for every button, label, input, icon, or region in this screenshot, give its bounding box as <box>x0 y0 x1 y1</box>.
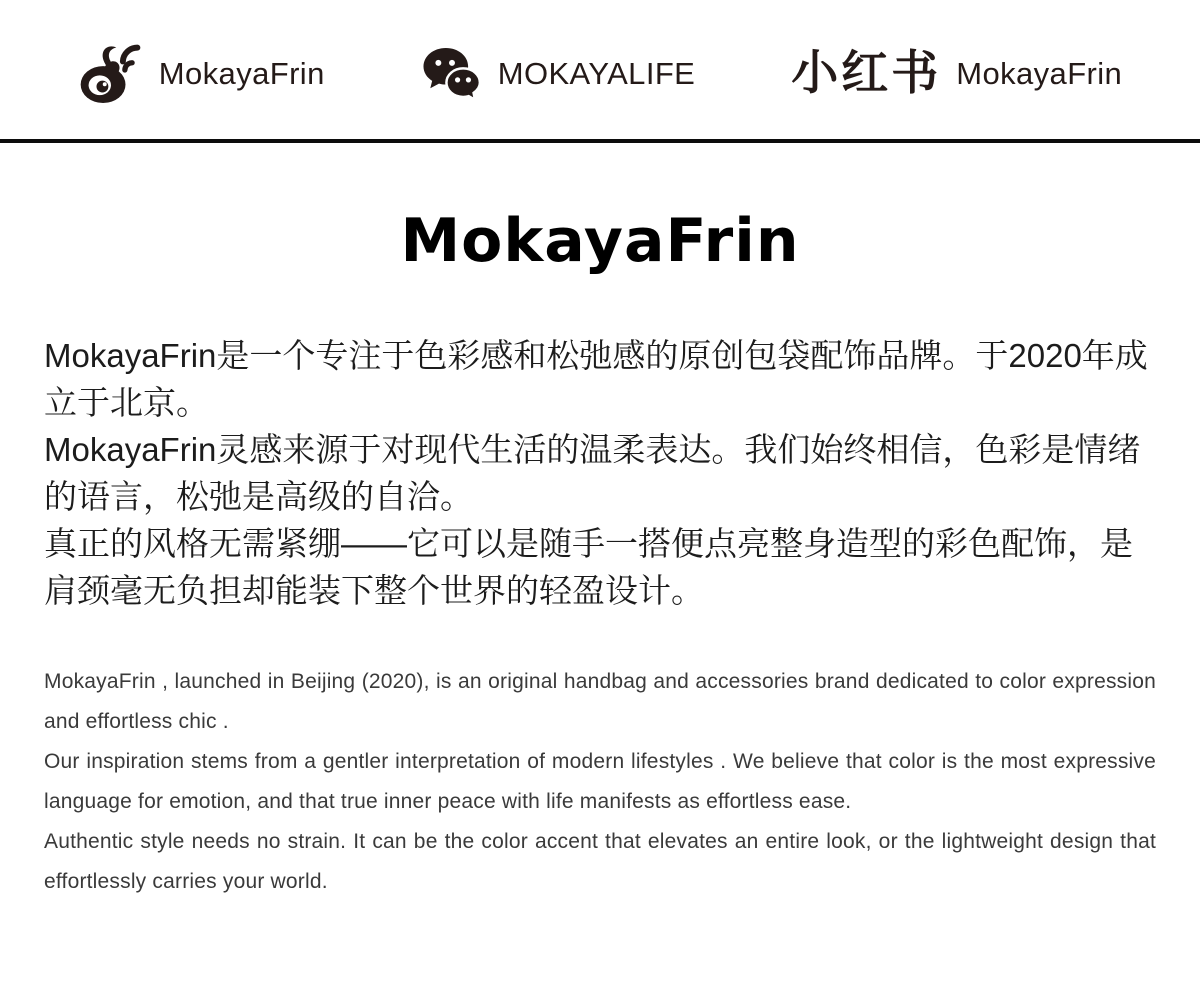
page-title: MokayaFrin <box>400 206 800 276</box>
wechat-icon <box>421 43 483 105</box>
xiaohongshu-link[interactable] <box>791 46 1123 101</box>
cn-paragraph: MokayaFrin灵感来源于对现代生活的温柔表达。我们始终相信，色彩是情绪的语言，松弛是高级的自洽。 <box>44 431 1141 515</box>
en-paragraph: Authentic style needs no strain. It can be the color accent that elevates an entire look, or the lightweight design that effortlessly carries your world. <box>44 830 1156 893</box>
wechat-handle: MOKAYALIFE <box>497 55 696 91</box>
wechat-link[interactable] <box>421 43 696 105</box>
xiaohongshu-wordmark-icon: 小红书 <box>791 46 942 101</box>
xiaohongshu-handle: MokayaFrin <box>956 55 1123 91</box>
social-header <box>0 0 1200 139</box>
brand-about-section <box>0 207 1200 902</box>
cn-paragraph: 真正的风格无需紧绷——它可以是随手一搭便点亮整身造型的彩色配饰，是肩颈毫无负担却能装下整个世界的轻盈设计。 <box>44 525 1133 609</box>
en-paragraph: Our inspiration stems from a gentler interpretation of modern lifestyles . We believe that color is the most expressive language for emotion, and that true inner peace with life manifests as effortless ease. <box>44 750 1156 813</box>
weibo-link[interactable] <box>78 43 325 105</box>
cn-paragraph: MokayaFrin是一个专注于色彩感和松弛感的原创包袋配饰品牌。于2020年成立于北京。 <box>44 337 1148 421</box>
weibo-handle: MokayaFrin <box>158 55 325 91</box>
about-text-chinese <box>44 332 1156 614</box>
about-text-english <box>44 662 1156 902</box>
weibo-icon <box>78 43 144 105</box>
en-paragraph: MokayaFrin , launched in Beijing (2020), is an original handbag and accessories brand dedicated to color expression and effortless chic . <box>44 670 1156 733</box>
header-divider <box>0 139 1200 143</box>
